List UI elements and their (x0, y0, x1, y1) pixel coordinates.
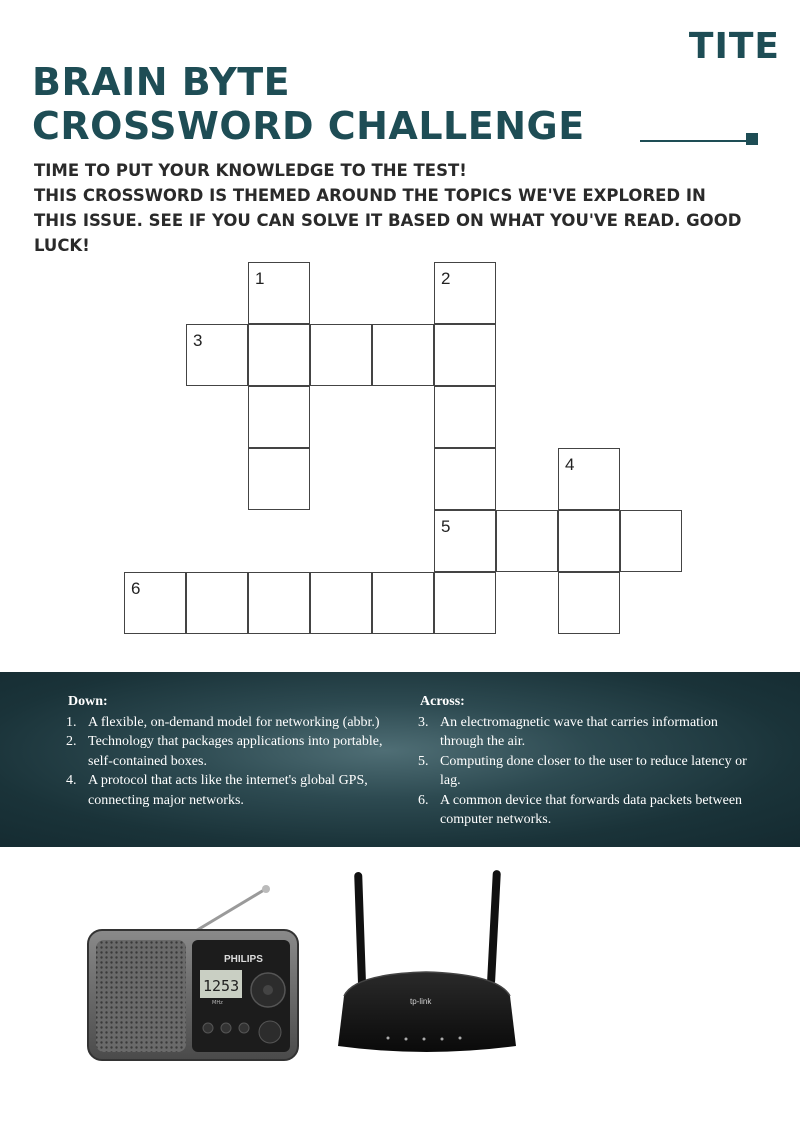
crossword-cell[interactable] (434, 448, 496, 510)
clue-item (418, 713, 748, 752)
clue-item (418, 752, 748, 791)
clue-number: 1. (66, 714, 77, 730)
crossword-cell[interactable] (248, 262, 310, 324)
clue-number-4: 4 (565, 455, 575, 474)
crossword-cell[interactable] (248, 324, 310, 386)
crossword-cell[interactable] (558, 572, 620, 634)
page-title (32, 60, 585, 148)
title-underline (640, 140, 752, 142)
clue-number-6: 6 (131, 579, 141, 598)
clue-number: 6. (418, 792, 429, 808)
intro-text (34, 158, 754, 258)
clue-text: An electromagnetic wave that carries information through the air. (440, 714, 718, 749)
clue-item (66, 732, 386, 771)
crossword-cell[interactable] (124, 572, 186, 634)
across-heading: Across: (420, 694, 465, 709)
radio-image (84, 880, 304, 1065)
crossword-cell[interactable] (186, 324, 248, 386)
radio-brand-label: PHILIPS (224, 954, 263, 965)
intro-line-1: TIME TO PUT YOUR KNOWLEDGE TO THE TEST! (34, 161, 467, 180)
clue-item (66, 771, 386, 810)
title-line-1: BRAIN BYTE (32, 60, 291, 104)
crossword-cell[interactable] (434, 262, 496, 324)
clue-number-5: 5 (441, 517, 451, 536)
router-antenna-left (354, 872, 366, 987)
brand-logo: TITE (688, 26, 780, 67)
crossword-cell[interactable] (310, 324, 372, 386)
router-antenna-right (487, 870, 501, 985)
crossword-cell[interactable] (558, 510, 620, 572)
crossword-cell[interactable] (558, 448, 620, 510)
crossword-cell[interactable] (372, 324, 434, 386)
down-heading: Down: (68, 694, 108, 709)
crossword-cell[interactable] (434, 324, 496, 386)
clue-number: 2. (66, 734, 77, 749)
router-image (326, 866, 526, 1066)
clue-number: 5. (418, 753, 429, 769)
crossword-cell[interactable] (434, 510, 496, 572)
clue-number: 3. (418, 714, 429, 730)
clue-number-2: 2 (441, 269, 451, 288)
clue-text: Technology that packages applications into portable, self-contained boxes. (88, 734, 383, 769)
radio-display-unit: MHz (212, 1000, 223, 1006)
title-line-2: CROSSWORD CHALLENGE (32, 104, 585, 148)
crossword-cell[interactable] (372, 572, 434, 634)
intro-line-2: THIS CROSSWORD IS THEMED AROUND THE TOPICS WE'VE EXPLORED IN THIS ISSUE. SEE IF YOU CAN SOLVE IT BASED ON WHAT YOU'VE READ. GOOD LUCK! (34, 186, 742, 255)
clue-text: A flexible, on-demand model for networking (abbr.) (88, 714, 380, 730)
clue-text: A common device that forwards data packets between computer networks. (440, 792, 743, 827)
clue-text: Computing done closer to the user to reduce latency or lag. (440, 753, 747, 788)
clue-number: 4. (66, 773, 77, 788)
clue-text: A protocol that acts like the internet's global GPS, connecting major networks. (88, 773, 368, 808)
crossword-cell[interactable] (434, 386, 496, 448)
crossword-cell[interactable] (434, 572, 496, 634)
across-clues (418, 692, 748, 830)
crossword-cell[interactable] (496, 510, 558, 572)
radio-display-digits: 1253 (203, 977, 240, 995)
clue-number-1: 1 (255, 269, 265, 288)
clue-item (66, 713, 386, 733)
crossword-cell[interactable] (620, 510, 682, 572)
antenna (194, 890, 264, 932)
crossword-cell[interactable] (310, 572, 372, 634)
crossword-cell[interactable] (248, 448, 310, 510)
clue-number-3: 3 (193, 331, 203, 350)
router-brand-label: tp-link (410, 997, 432, 1006)
crossword-cell[interactable] (248, 386, 310, 448)
clue-item (418, 791, 748, 830)
crossword-cell[interactable] (248, 572, 310, 634)
title-underline-dot (746, 133, 758, 145)
crossword-cell[interactable] (186, 572, 248, 634)
down-clues (66, 692, 386, 810)
